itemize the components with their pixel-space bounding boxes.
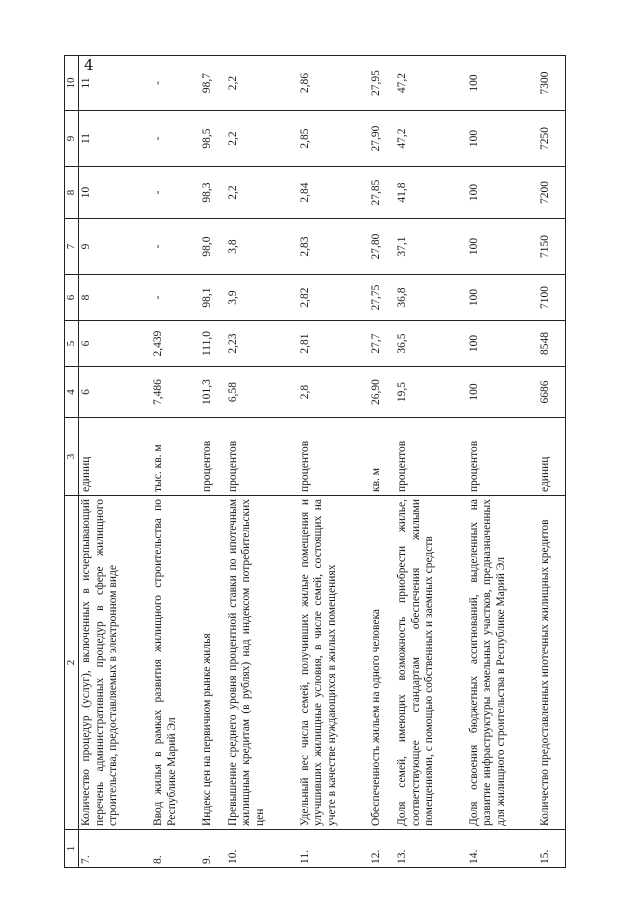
table-header-row [65,56,79,868]
indicator-value: 26,90 [369,367,395,418]
indicator-value: 36,8 [395,275,467,321]
unit-of-measure: процентов [395,418,467,496]
indicator-name: Доля семей, имеющих возможность приобрести жилье, соответствующее стандартам обеспечения жилыми помещениями, с помощью собственных и заемных средств [395,496,467,830]
table-row [79,56,151,868]
indicator-value: 6686 [538,367,565,418]
indicator-value: 7,486 [151,367,200,418]
indicator-value: 8 [79,275,151,321]
indicator-value: 6 [79,321,151,367]
column-header: 5 [65,321,79,367]
indicator-value: 27,75 [369,275,395,321]
indicator-value: 7200 [538,167,565,219]
indicator-value: 27,90 [369,111,395,167]
indicator-value: 100 [467,321,539,367]
table-row [538,56,565,868]
indicator-value: 100 [467,111,539,167]
indicator-name: Обеспеченность жильем на одного человека [369,496,395,830]
indicator-value: 36,5 [395,321,467,367]
indicator-value: 2,2 [226,167,298,219]
indicator-value: 2,86 [298,56,370,111]
row-number: 14. [467,830,539,868]
indicator-value: 101,3 [200,367,226,418]
column-header: 7 [65,219,79,275]
indicator-value: 27,95 [369,56,395,111]
indicator-value: 98,7 [200,56,226,111]
column-header: 1 [65,830,79,868]
indicator-value: 98,5 [200,111,226,167]
unit-of-measure: единиц [79,418,151,496]
indicator-value: 2,8 [298,367,370,418]
indicator-value: 2,23 [226,321,298,367]
indicator-value: 47,2 [395,56,467,111]
indicator-value: - [151,167,200,219]
indicator-value: 3,9 [226,275,298,321]
column-header: 4 [65,367,79,418]
indicator-value: 47,2 [395,111,467,167]
column-header: 9 [65,111,79,167]
unit-of-measure: кв. м [369,418,395,496]
indicator-value: 2,85 [298,111,370,167]
indicators-table [64,55,566,868]
unit-of-measure: процентов [467,418,539,496]
indicator-value: 2,82 [298,275,370,321]
indicator-value: 2,2 [226,56,298,111]
indicator-value: - [151,56,200,111]
indicator-name: Удельный вес числа семей, получивших жилые помещения и улучшивших жилищные условия, в числе семей, состоящих на учете в качестве нуждающихся в жилых помещениях [298,496,370,830]
indicator-value: 8548 [538,321,565,367]
indicator-name: Ввод жилья в рамках развития жилищного строительства по Республике Марий Эл [151,496,200,830]
indicator-value: 98,3 [200,167,226,219]
row-number: 9. [200,830,226,868]
table-row [200,56,226,868]
indicator-value: 6,58 [226,367,298,418]
indicator-value: 7250 [538,111,565,167]
indicator-value: 111,0 [200,321,226,367]
column-header: 8 [65,167,79,219]
unit-of-measure: тыс. кв. м [151,418,200,496]
row-number: 12. [369,830,395,868]
table-row [467,56,539,868]
row-number: 13. [395,830,467,868]
indicator-name: Доля освоения бюджетных ассигнований, выделенных на развитие инфраструктуры земельных участков, предназначенных для жилищного строительства в Республике Марий Эл [467,496,539,830]
indicator-value: 100 [467,56,539,111]
table-row [395,56,467,868]
indicator-value: 27,7 [369,321,395,367]
indicator-value: - [151,219,200,275]
indicator-value: 9 [79,219,151,275]
indicator-value: 100 [467,167,539,219]
indicator-value: 7150 [538,219,565,275]
indicator-value: 11 [79,56,151,111]
indicator-value: 98,1 [200,275,226,321]
column-header: 10 [65,56,79,111]
page-number: 4 [84,56,94,74]
indicator-value: 41,8 [395,167,467,219]
indicator-value: 7100 [538,275,565,321]
unit-of-measure: единиц [538,418,565,496]
indicator-value: 2,83 [298,219,370,275]
indicator-value: 27,80 [369,219,395,275]
row-number: 15. [538,830,565,868]
unit-of-measure: процентов [226,418,298,496]
indicator-name: Количество предоставленных ипотечных жилищных кредитов [538,496,565,830]
table-body [79,56,566,868]
row-number: 8. [151,830,200,868]
indicator-value: 3,8 [226,219,298,275]
indicator-value: 98,0 [200,219,226,275]
unit-of-measure: процентов [200,418,226,496]
row-number: 11. [298,830,370,868]
column-header: 6 [65,275,79,321]
table-row [298,56,370,868]
indicator-value: 2,439 [151,321,200,367]
indicator-value: 100 [467,367,539,418]
indicator-value: 11 [79,111,151,167]
column-header: 3 [65,418,79,496]
indicator-name: Индекс цен на первичном рынке жилья [200,496,226,830]
table-row [151,56,200,868]
indicator-value: 27,85 [369,167,395,219]
indicator-value: 7300 [538,56,565,111]
indicator-value: 2,2 [226,111,298,167]
table-row [369,56,395,868]
indicator-value: - [151,275,200,321]
indicator-name: Количество процедур (услуг), включенных в исчерпывающий перечень административных процедур в сфере жилищного строительства, предоставляемых в электронном виде [79,496,151,830]
table-row [226,56,298,868]
column-header: 2 [65,496,79,830]
indicator-value: - [151,111,200,167]
indicator-value: 100 [467,275,539,321]
indicator-value: 10 [79,167,151,219]
rotated-table-container [64,56,566,868]
indicator-value: 37,1 [395,219,467,275]
indicator-value: 100 [467,219,539,275]
indicator-value: 2,81 [298,321,370,367]
row-number: 7. [79,830,151,868]
indicator-value: 19,5 [395,367,467,418]
indicator-name: Превышение среднего уровня процентной ставки по ипотечным жилищным кредитам (в рублях) над индексом потребительских цен [226,496,298,830]
indicator-value: 6 [79,367,151,418]
indicator-value: 2,84 [298,167,370,219]
unit-of-measure: процентов [298,418,370,496]
row-number: 10. [226,830,298,868]
